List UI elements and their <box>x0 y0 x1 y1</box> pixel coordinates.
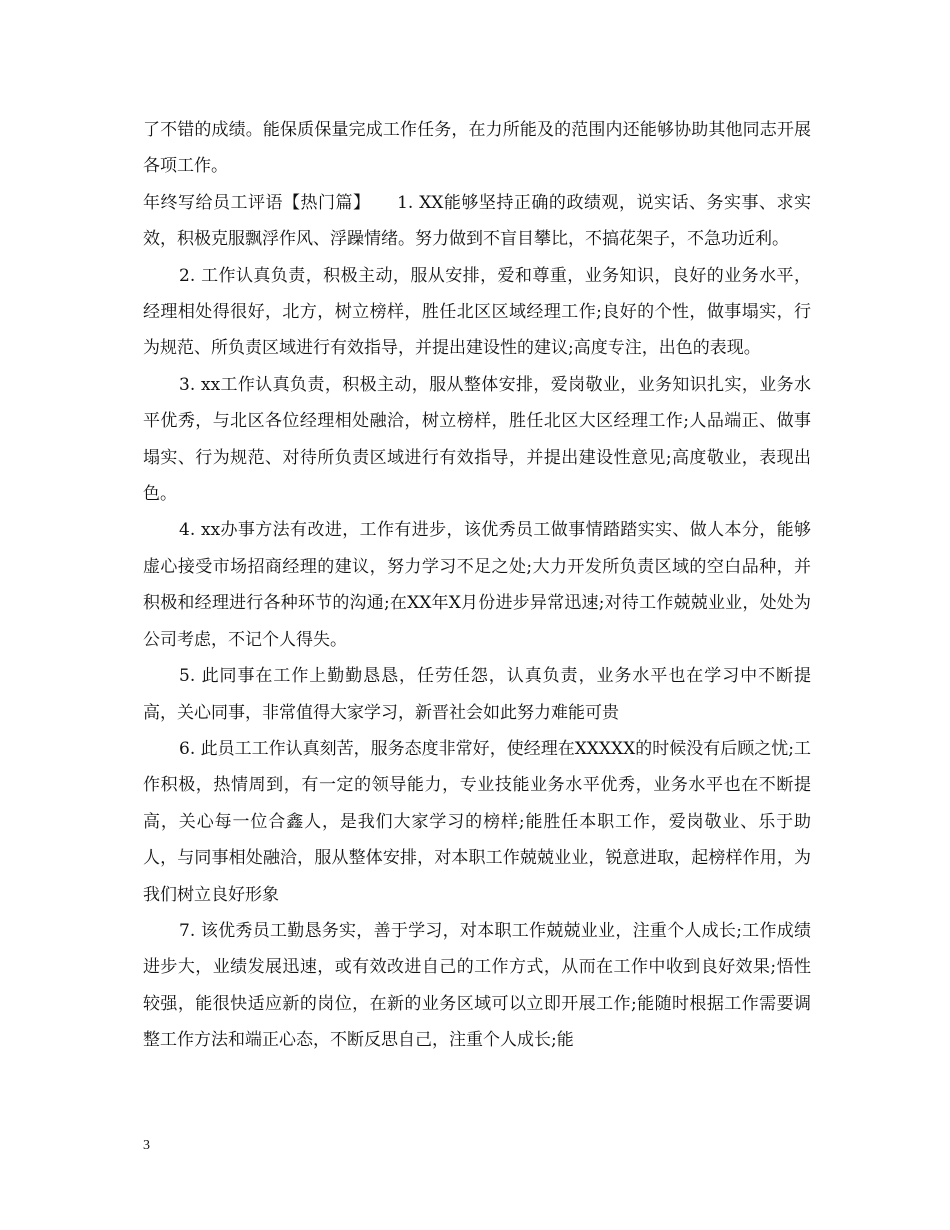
page-number: 3 <box>143 1138 150 1153</box>
paragraph-item-3: 3. xx工作认真负责，积极主动，服从整体安排，爱岗敬业，业务知识扎实，业务水平优秀，与北区各位经理相处融洽，树立榜样，胜任北区大区经理工作;人品端正、做事塌实、行为规范、对待所负责区域进行有效指导，并提出建设性意见;高度敬业，表现出色。 <box>143 374 811 505</box>
paragraph-item-7: 7. 该优秀员工勤恳务实，善于学习，对本职工作兢兢业业，注重个人成长;工作成绩进步大，业绩发展迅速，或有效改进自己的工作方式，从而在工作中收到良好效果;悟性较强，能很快适应新的岗位，在新的业务区域可以立即开展工作;能随时根据工作需要调整工作方法和端正心态，不断反思自己，注重个人成长;能 <box>143 920 811 1051</box>
paragraph-item-2: 2. 工作认真负责，积极主动，服从安排，爱和尊重，业务知识，良好的业务水平，经理相处得很好，北方，树立榜样，胜任北区区域经理工作;良好的个性，做事塌实，行为规范、所负责区域进行有效指导，并提出建设性的建议;高度专注，出色的表现。 <box>143 265 811 359</box>
body-text <box>143 112 811 1059</box>
paragraph-item-4: 4. xx办事方法有改进，工作有进步，该优秀员工做事情踏踏实实、做人本分，能够虚心接受市场招商经理的建议，努力学习不足之处;大力开发所负责区域的空白品种，并积极和经理进行各种环节的沟通;在XX年X月份进步异常迅速;对待工作兢兢业业，处处为公司考虑，不记个人得失。 <box>143 520 811 650</box>
paragraph-item-5: 5. 此同事在工作上勤勤恳恳，任劳任怨，认真负责，业务水平也在学习中不断提高，关心同事，非常值得大家学习，新晋社会如此努力难能可贵 <box>143 666 811 723</box>
paragraph-heading-item-1: 年终写给员工评语【热门篇】 1. XX能够坚持正确的政绩观，说实话、务实事、求实效，积极克服飘浮作风、浮躁情绪。努力做到不盲目攀比，不搞花架子，不急功近利。 <box>143 192 811 250</box>
paragraph-continuation: 了不错的成绩。能保质保量完成工作任务，在力所能及的范围内还能够协助其他同志开展各项工作。 <box>143 120 811 177</box>
paragraph-item-6: 6. 此员工工作认真刻苦，服务态度非常好，使经理在XXXXX的时候没有后顾之忧;工作积极，热情周到，有一定的领导能力，专业技能业务水平优秀，业务水平也在不断提高，关心每一位合鑫人，是我们大家学习的榜样;能胜任本职工作，爱岗敬业、乐于助人，与同事相处融洽，服从整体安排，对本职工作兢兢业业，锐意进取，起榜样作用，为我们树立良好形象 <box>143 738 811 905</box>
